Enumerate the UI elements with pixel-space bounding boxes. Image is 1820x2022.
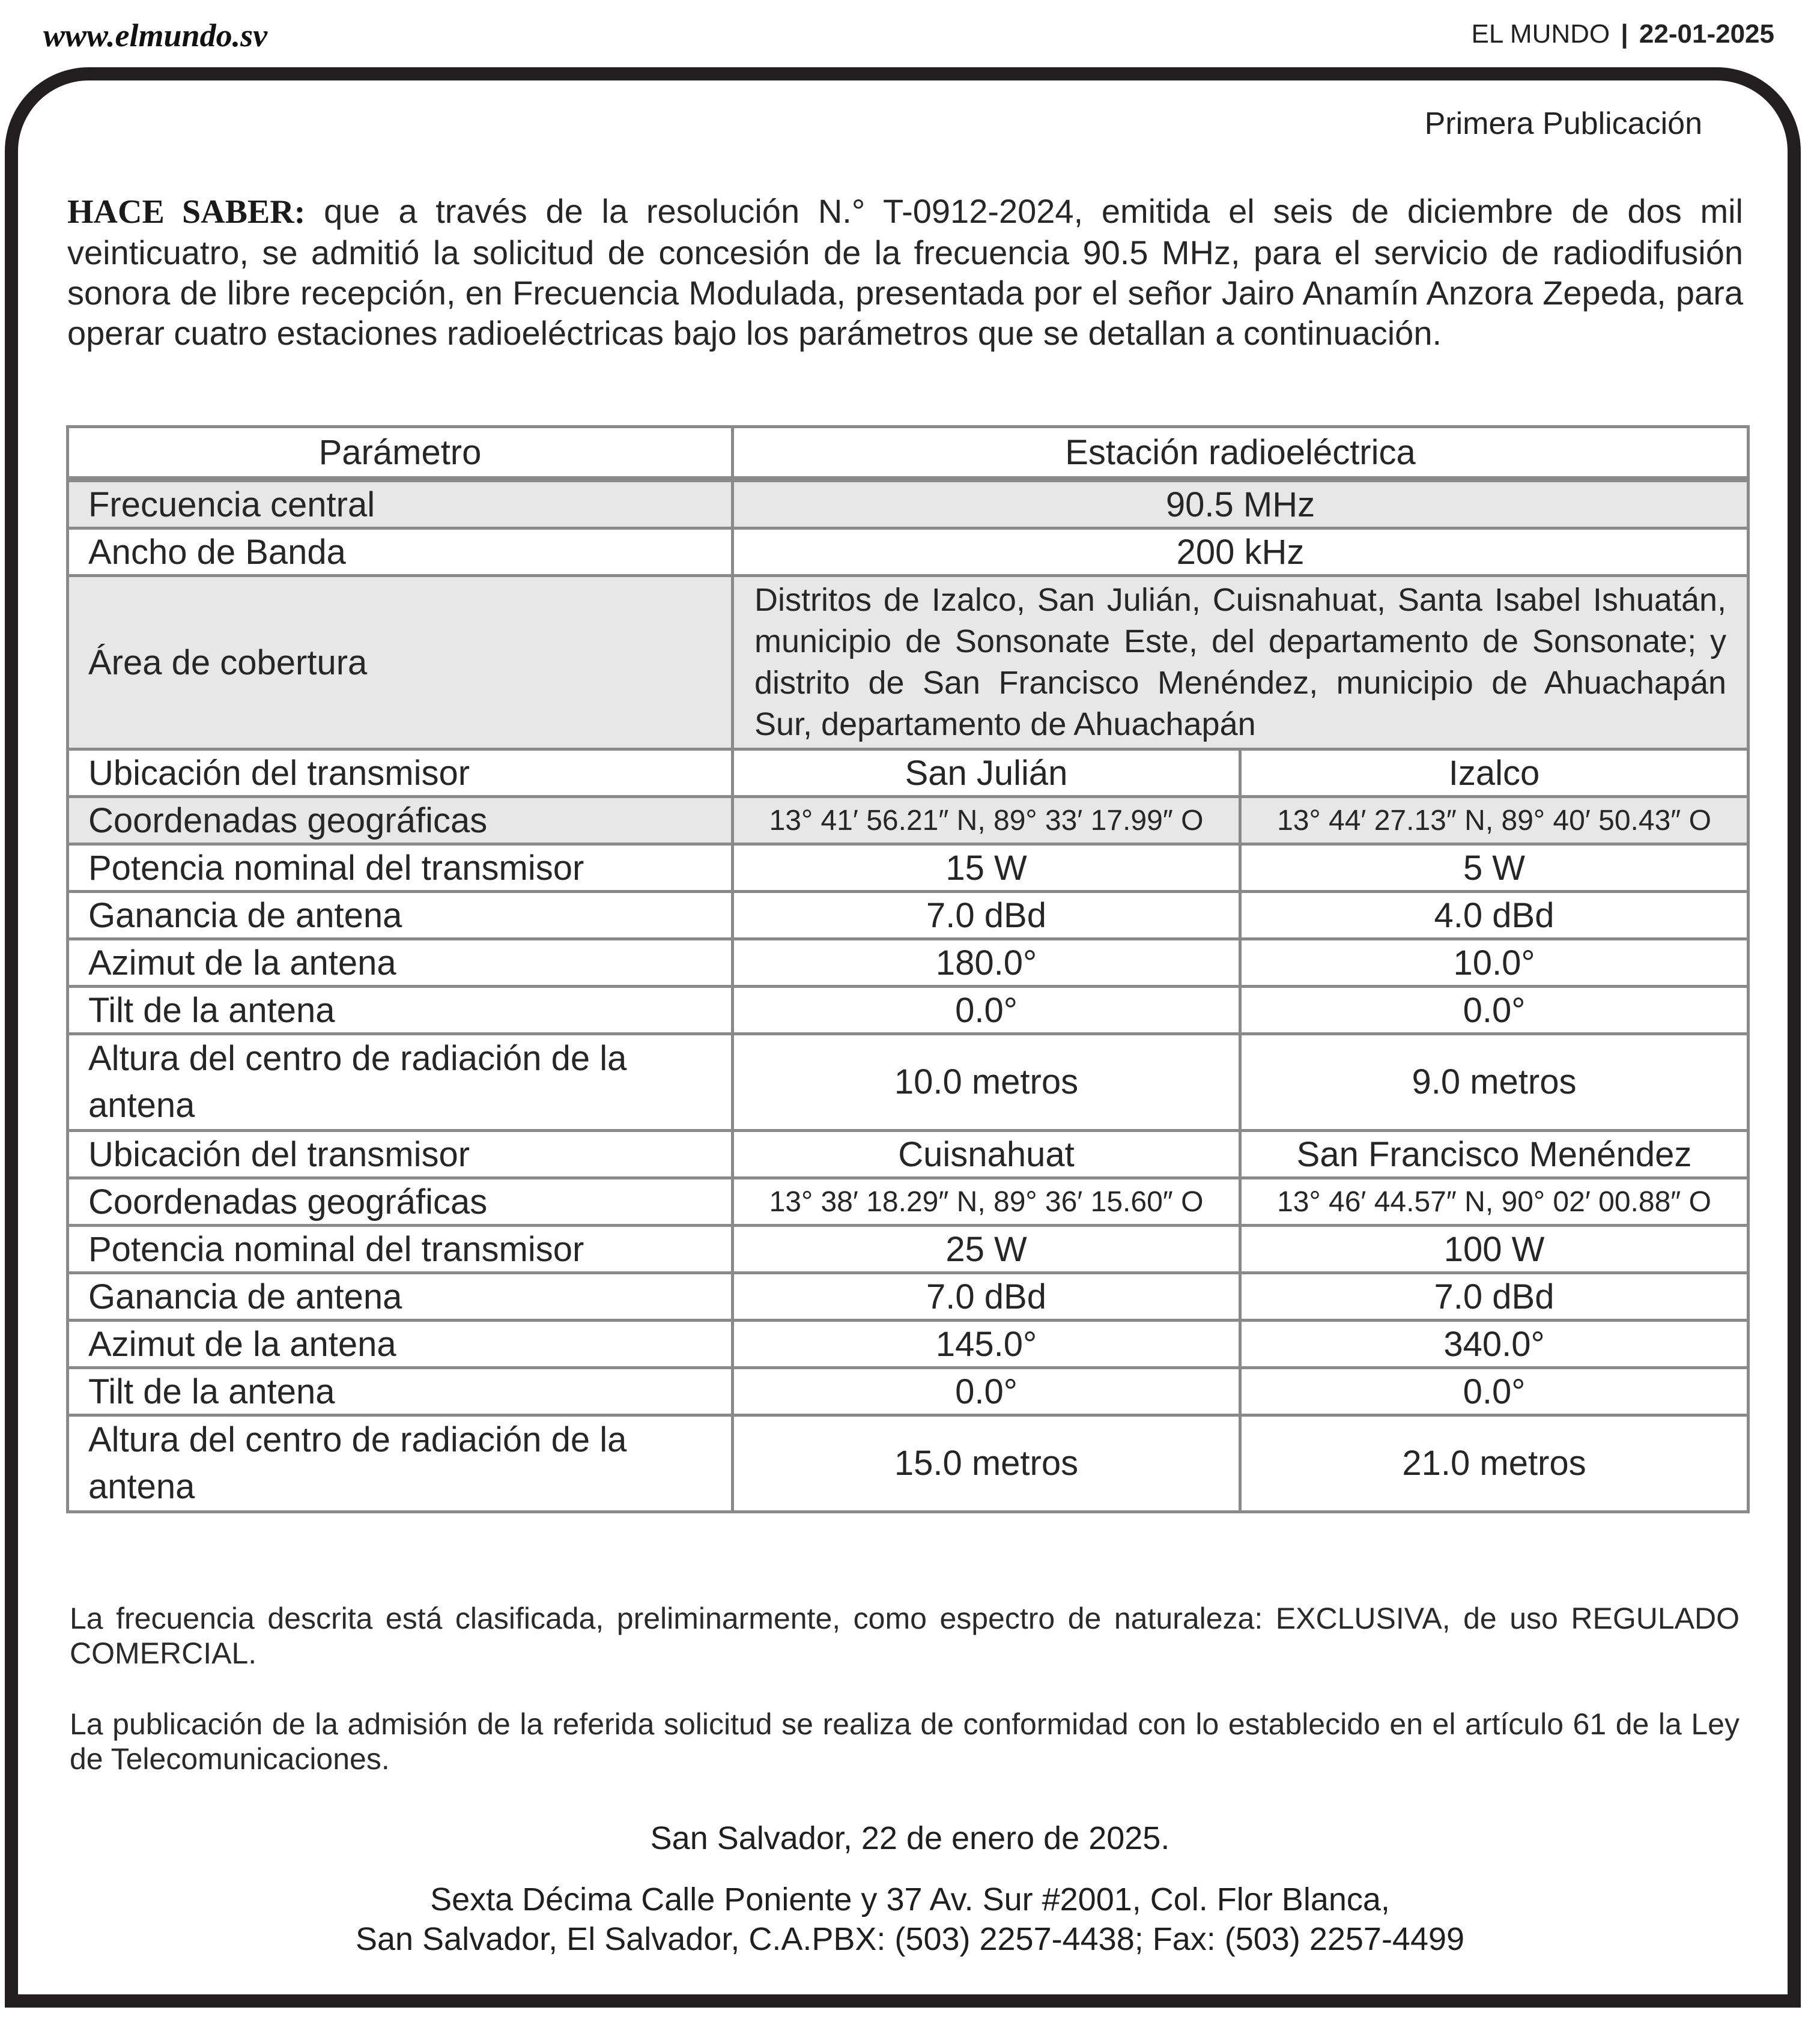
row-label: Ganancia de antena (68, 892, 733, 939)
table-row (68, 749, 1749, 797)
table-row (68, 1178, 1749, 1226)
row-label: Potencia nominal del transmisor (68, 1226, 733, 1273)
cell-value: 13° 44′ 27.13″ N, 89° 40′ 50.43″ O (1240, 797, 1749, 844)
cell-value: 25 W (733, 1226, 1240, 1273)
row-label: Coordenadas geográficas (68, 797, 733, 844)
cell-value: 0.0° (733, 1368, 1240, 1415)
cell-value: 13° 46′ 44.57″ N, 90° 02′ 00.88″ O (1240, 1178, 1749, 1226)
row-label: Área de cobertura (68, 576, 733, 749)
row-label: Azimut de la antena (68, 1321, 733, 1368)
row-label: Altura del centro de radiación de la antena (68, 1034, 733, 1131)
masthead-separator: | (1621, 19, 1628, 49)
cell-value: 5 W (1240, 844, 1749, 892)
notice-intro (67, 191, 1743, 353)
table-row (68, 939, 1749, 987)
table-row (68, 1131, 1749, 1178)
table-row (68, 1226, 1749, 1273)
cell-value: 0.0° (1240, 1368, 1749, 1415)
row-label: Frecuencia central (68, 479, 733, 528)
table-row (68, 576, 1749, 749)
address-block (0, 1880, 1820, 1959)
notice-lead: HACE SABER: (67, 193, 306, 231)
cell-value: 4.0 dBd (1240, 892, 1749, 939)
bandwidth-value: 200 kHz (733, 528, 1749, 576)
cell-value: 13° 41′ 56.21″ N, 89° 33′ 17.99″ O (733, 797, 1240, 844)
table-row (68, 844, 1749, 892)
cell-value: 15 W (733, 844, 1240, 892)
coverage-value: Distritos de Izalco, San Julián, Cuisnahuat, Santa Isabel Ishuatán, municipio de Sonsonate Este, del departamento de Sonsonate; y distrito de San Francisco Menéndez, municipio de Ahuachapán Sur, departamento de Ahuachapán (733, 576, 1749, 749)
legal-note: La publicación de la admisión de la referida solicitud se realiza de conformidad con lo establecido en el artículo 61 de la Ley de Telecomunicaciones. (70, 1707, 1740, 1776)
cell-value: 10.0° (1240, 939, 1749, 987)
table-row (68, 797, 1749, 844)
notice-body: que a través de la resolución N.° T-0912-2024, emitida el seis de diciembre de dos mil veinticuatro, se admitió la solicitud de concesión de la frecuencia 90.5 MHz, para el servicio de radiodifusión sonora de libre recepción, en Frecuencia Modulada, presentada por el señor Jairo Anamín Anzora Zepeda, para operar cuatro estaciones radioeléctricas bajo los parámetros que se detallan a continuación. (67, 192, 1743, 352)
table-row (68, 528, 1749, 576)
cell-value: 145.0° (733, 1321, 1240, 1368)
table-row (68, 479, 1749, 528)
row-label: Ancho de Banda (68, 528, 733, 576)
cell-value: 10.0 metros (733, 1034, 1240, 1131)
table-row (68, 1273, 1749, 1321)
cell-value: 7.0 dBd (733, 1273, 1240, 1321)
row-label: Azimut de la antena (68, 939, 733, 987)
row-label: Tilt de la antena (68, 1368, 733, 1415)
publication-date: 22-01-2025 (1639, 19, 1774, 49)
table-row (68, 987, 1749, 1034)
cell-value: 180.0° (733, 939, 1240, 987)
table-row (68, 1415, 1749, 1512)
masthead (1472, 19, 1774, 49)
cell-value: 21.0 metros (1240, 1415, 1749, 1512)
cell-value: 15.0 metros (733, 1415, 1240, 1512)
row-label: Ubicación del transmisor (68, 1131, 733, 1178)
header-parameter: Parámetro (68, 427, 733, 480)
address-line: Sexta Décima Calle Poniente y 37 Av. Sur #2001, Col. Flor Blanca, (430, 1881, 1390, 1918)
place-date: San Salvador, 22 de enero de 2025. (650, 1820, 1170, 1856)
cell-value: 7.0 dBd (733, 892, 1240, 939)
site-url: www.elmundo.sv (43, 17, 268, 53)
frequency-value: 90.5 MHz (733, 479, 1749, 528)
parameters-table (66, 425, 1750, 1513)
row-label: Ubicación del transmisor (68, 749, 733, 797)
header-station: Estación radioeléctrica (733, 427, 1749, 480)
classification-note: La frecuencia descrita está clasificada, preliminarmente, como espectro de naturaleza: EXCLUSIVA, de uso REGULADO COMERCIAL. (70, 1602, 1740, 1670)
row-label: Altura del centro de radiación de la antena (68, 1415, 733, 1512)
cell-value: Cuisnahuat (733, 1131, 1240, 1178)
row-label: Coordenadas geográficas (68, 1178, 733, 1226)
table-row (68, 1321, 1749, 1368)
cell-value: 13° 38′ 18.29″ N, 89° 36′ 15.60″ O (733, 1178, 1240, 1226)
table-row (68, 892, 1749, 939)
cell-value: 100 W (1240, 1226, 1749, 1273)
table-row (68, 1034, 1749, 1131)
table-header-row (68, 427, 1749, 480)
cell-value: Izalco (1240, 749, 1749, 797)
cell-value: 7.0 dBd (1240, 1273, 1749, 1321)
cell-value: 9.0 metros (1240, 1034, 1749, 1131)
row-label: Ganancia de antena (68, 1273, 733, 1321)
address-line: San Salvador, El Salvador, C.A.PBX: (503) 2257-4438; Fax: (503) 2257-4499 (355, 1921, 1465, 1957)
cell-value: San Julián (733, 749, 1240, 797)
row-label: Potencia nominal del transmisor (68, 844, 733, 892)
row-label: Tilt de la antena (68, 987, 733, 1034)
cell-value: 340.0° (1240, 1321, 1749, 1368)
publication-name: EL MUNDO (1471, 19, 1610, 49)
table-row (68, 1368, 1749, 1415)
cell-value: San Francisco Menéndez (1240, 1131, 1749, 1178)
publication-note: Primera Publicación (1424, 106, 1702, 141)
cell-value: 0.0° (733, 987, 1240, 1034)
cell-value: 0.0° (1240, 987, 1749, 1034)
